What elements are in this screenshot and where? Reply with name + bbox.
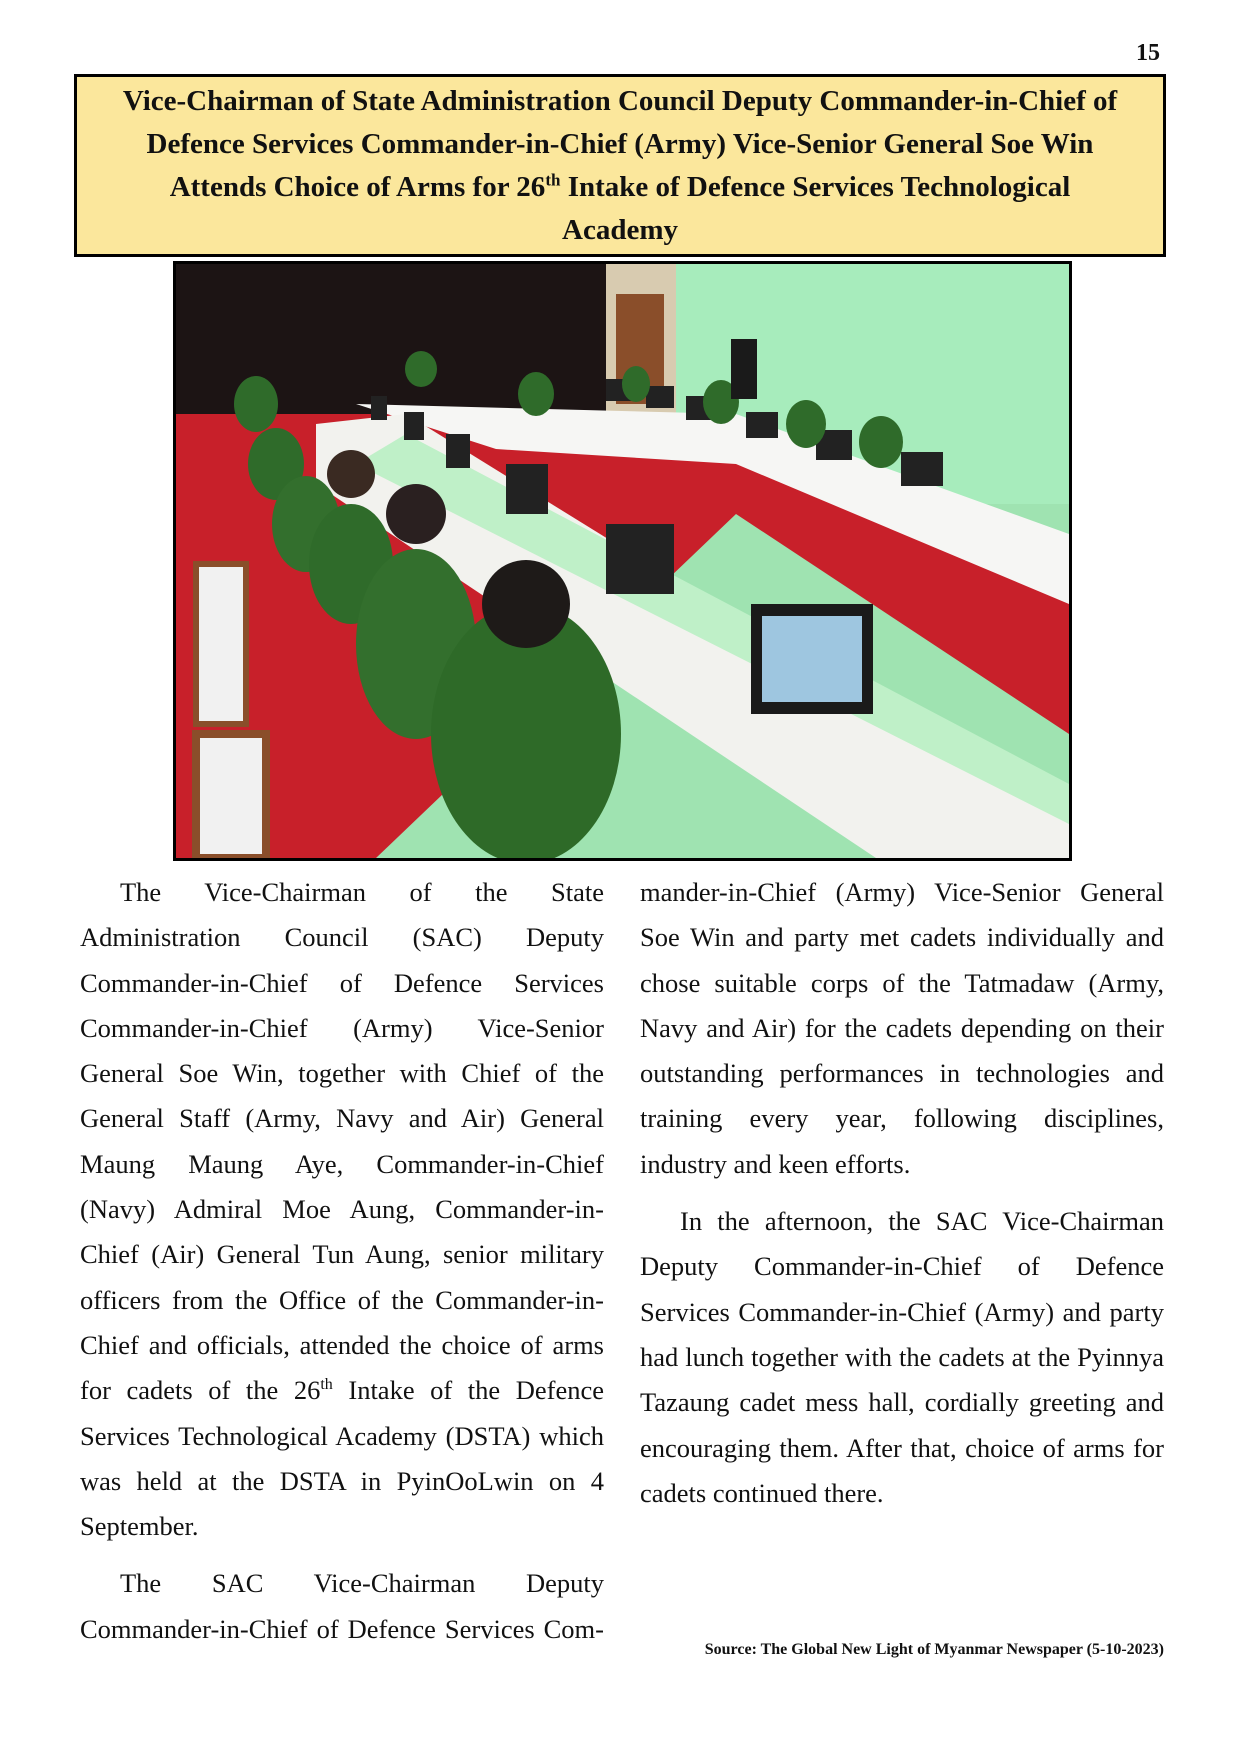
article-column-left [80,870,604,1664]
photo-conference-room-icon [176,264,1069,858]
headline-box [74,74,1166,257]
page-number: 15 [1136,40,1160,66]
source-credit: Source: The Global New Light of Myanmar Newspaper (5-10-2023) [704,1641,1164,1658]
headline-line-1: Vice-Chairman of State Administration Council Deputy Commander-in-Chief of [122,84,1118,117]
headline-line-3-pre: Attends Choice of Arms for 26 [169,170,546,203]
article-paragraph-2-continued: mander-in-Chief (Army) Vice-Senior General Soe Win and party met cadets individually and chose suitable corps of the Tatmadaw (Army, Navy and Air) for the cadets depending on their outstanding performances in technologies and training every year, following disciplines, industry and keen efforts. [640,877,1164,1179]
article-paragraph-3: In the afternoon, the SAC Vice-Chairman Deputy Commander-in-Chief of Defence Services Commander-in-Chief (Army) and party had lunch together with the cadets at the Pyinnya Tazaung cadet mess hall, cordially greeting and encouraging them. After that, choice of arms for cadets continued there. [640,1206,1164,1508]
headline [123,80,1117,252]
headline-line-3-post: Intake of Defence Services Technological [560,170,1071,203]
article-superscript: th [320,1376,333,1394]
article-paragraph-2-start: The SAC Vice-Chairman Deputy Commander-in-Chief of Defence Services Com- [80,1568,604,1644]
article-paragraph-1: The Vice-Chairman of the State Administration Council (SAC) Deputy Commander-in-Chief of Defence Services Commander-in-Chief (Army) Vice-Senior General Soe Win, together with Chief of the General Staff (Army, Navy and Air) General Maung Maung Aye, Commander-in-Chief (Navy) Admiral Moe Aung, Commander-in-Chief (Air) General Tun Aung, senior military officers from the Office of the Commander-in-Chief and officials, attended the choice of arms for cadets of the 26th Intake of the Defence Services Technological Academy (DSTA) which was held at the DSTA in PyinOoLwin on 4 September. [80,877,604,1542]
headline-line-2: Defence Services Commander-in-Chief (Army) Vice-Senior General Soe Win [146,127,1094,160]
headline-line-4: Academy [562,213,678,246]
article-column-right [640,870,1164,1528]
news-photo [173,261,1072,861]
headline-superscript: th [545,169,561,189]
